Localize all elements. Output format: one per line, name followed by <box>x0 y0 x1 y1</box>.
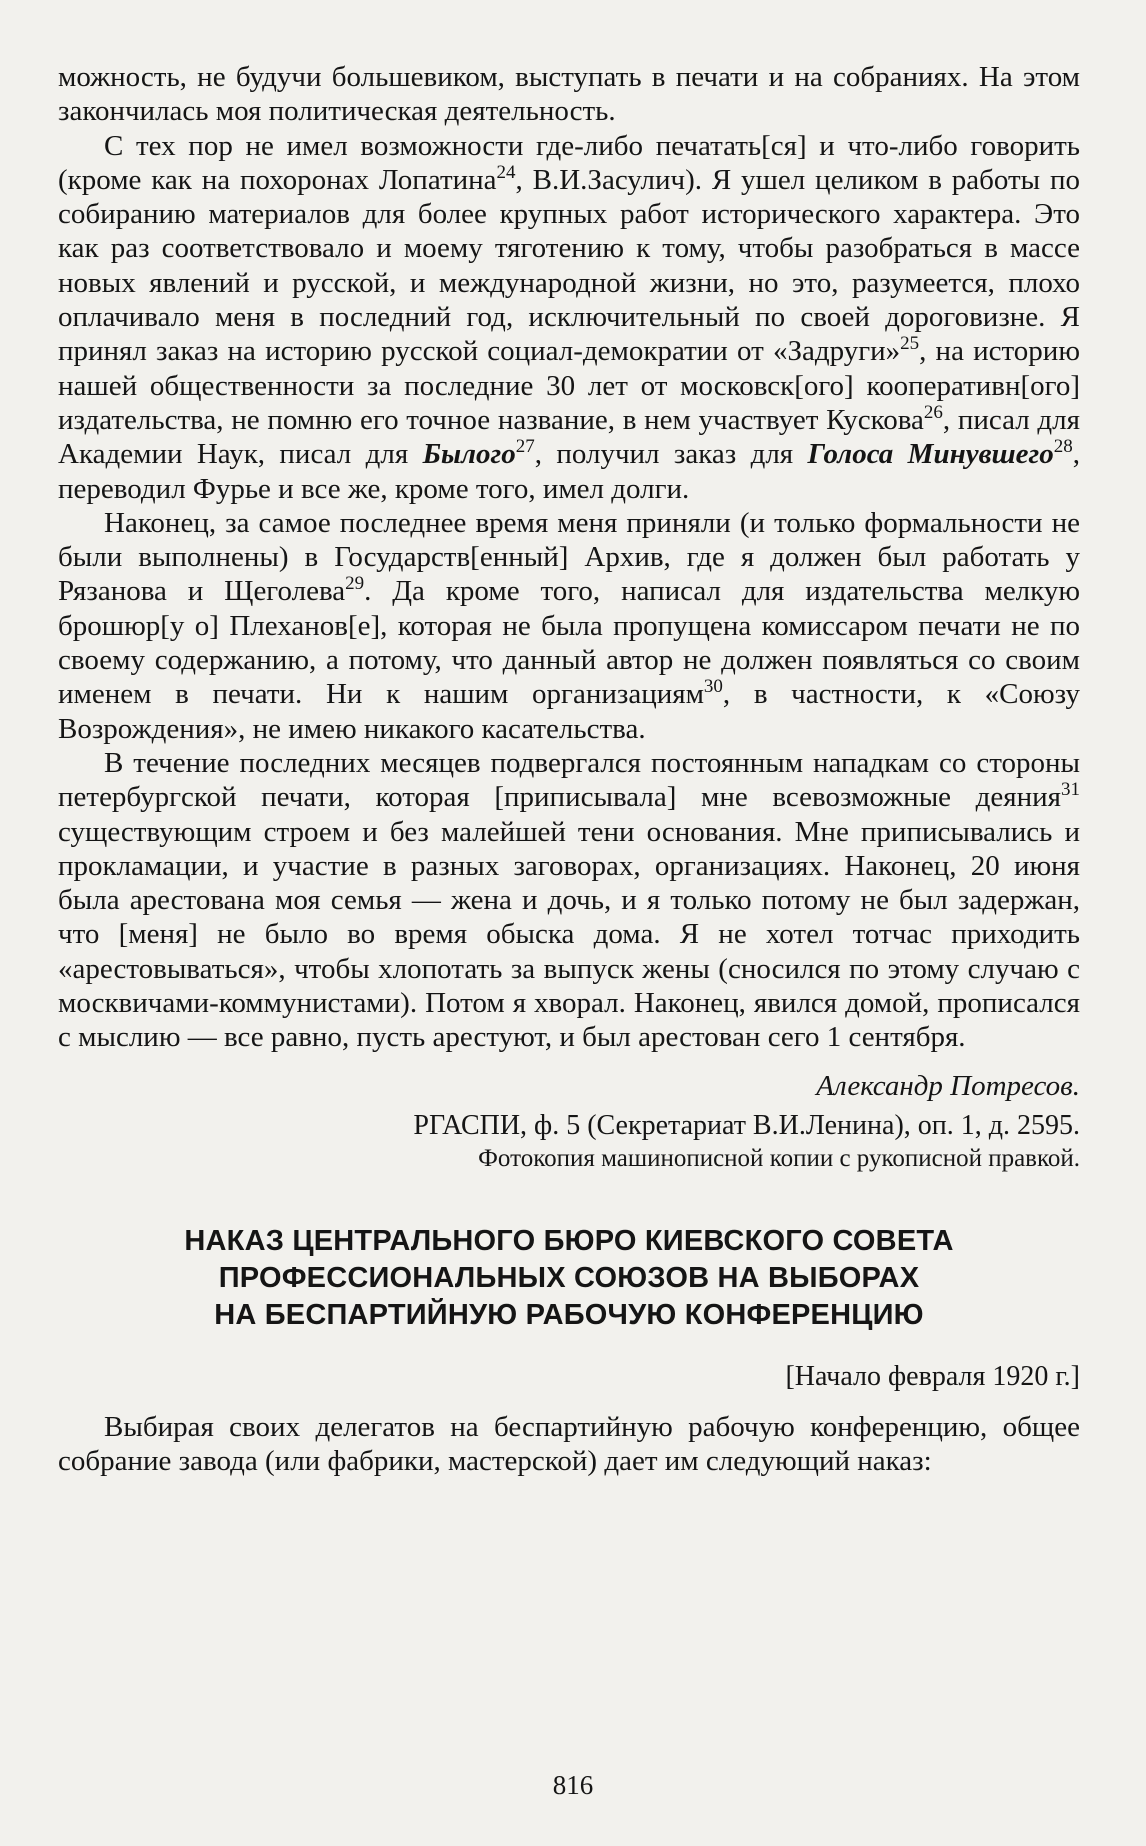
journal-title-golos-minuvshego: Голоса Минувшего <box>807 438 1054 471</box>
text-run: , на историю нашей общественности за последние 30 лет от московск[ого] кооперативн[ого] издательства, не помню его точное название, в нем участвует Кускова <box>58 335 1080 436</box>
footnote-ref-28: 28 <box>1053 436 1073 458</box>
source-note: Фотокопия машинописной копии с рукописной правкой. <box>478 1144 1080 1172</box>
paragraph-arrest <box>58 746 1080 1055</box>
footnote-ref-29: 29 <box>345 573 365 595</box>
heading-line: ПРОФЕССИОНАЛЬНЫХ СОЮЗОВ НА ВЫБОРАХ <box>218 1261 920 1294</box>
footnote-ref-25: 25 <box>900 333 920 355</box>
paragraph-mandate: Выбирая своих делегатов на беспартийную рабочую конференцию, общее собрание завода (или фабрики, мастерской) дает им следующий наказ: <box>58 1410 1080 1478</box>
signature: Александр Потресов. <box>816 1069 1080 1102</box>
text-run: , в частности, к «Союзу Возрождения», не имею никакого касательства. <box>58 678 1080 745</box>
text-run: С тех пор не имел возможности где-либо печатать[ся] и что-либо говорить (кроме как на похоронах Лопатина <box>58 129 1080 196</box>
text-run: В течение последних месяцев подвергался постоянным нападкам со стороны петербургской печати, которая [приписывала] мне всевозможные деяния <box>58 746 1080 814</box>
paragraph-continuation: можность, не будучи большевиком, выступать в печати и на собраниях. На этом закончилась моя политическая деятельность. <box>58 61 1080 128</box>
document-date: [Начало февраля 1920 г.] <box>785 1360 1080 1392</box>
paragraph-publications <box>58 129 1080 506</box>
text-run: , получил заказ для <box>534 438 808 471</box>
footnote-ref-24: 24 <box>496 161 516 183</box>
text-run: . Да кроме того, написал для издательства мелкую брошюр[у о] Плеханов[е], которая не была пропущена комиссаром печати не по своему содержанию, а потому, что данный автор не должен появляться со своим именем в печати. Ни к нашим организациям <box>58 575 1080 711</box>
text-run: существующим строем и без малейшей тени основания. Мне приписывались и прокламации, и участие в разных заговорах, организациях. Наконец, 20 июня была арестована моя семья — жена и дочь, и я только потому не был задержан, что [меня] не было во время обыска дома. Я не хотел тотчас приходить «арестовываться», чтобы хлопотать за выпуск жены (сносился по этому случаю с москвичами-коммунистами). Потом я хворал. Наконец, явился домой, прописался с мыслию — все равно, пусть арестуют, и был арестован сего 1 сентября. <box>58 815 1080 1054</box>
heading-line: НА БЕСПАРТИЙНУЮ РАБОЧУЮ КОНФЕРЕНЦИЮ <box>214 1298 924 1331</box>
footnote-ref-30: 30 <box>703 676 723 698</box>
text-run: , В.И.Засулич). Я ушел целиком в работы по собиранию материалов для более крупных работ исторического характера. Это как раз соответствовало и моему тяготению к тому, чтобы разобраться в массе новых явлений и русской, и международной жизни, но это, разумеется, плохо оплачивало меня в последний год, исключительный по своей дороговизне. Я принял заказ на историю русской социал-демократии от «Задруги» <box>58 163 1080 368</box>
section-heading <box>58 1223 1080 1334</box>
heading-line: НАКАЗ ЦЕНТРАЛЬНОГО БЮРО КИЕВСКОГО СОВЕТА <box>184 1224 954 1257</box>
footnote-ref-31: 31 <box>1061 779 1080 801</box>
text-run: , писал для Академии Наук, писал для <box>58 403 1080 471</box>
paragraph-archive <box>58 506 1080 746</box>
page-number: 816 <box>552 1770 594 1800</box>
footnote-ref-26: 26 <box>923 401 943 423</box>
source-archive: РГАСПИ, ф. 5 (Секретариат В.И.Ленина), оп. 1, д. 2595. <box>413 1109 1080 1141</box>
text-run: Наконец, за самое последнее время меня приняли (и только формальности не были выполнены) в Государств[енный] Архив, где я должен был работать у Рязанова и Щеголева <box>58 506 1080 608</box>
footnote-ref-27: 27 <box>515 436 535 458</box>
journal-title-bylogo: Былого <box>422 438 516 471</box>
text-run: , переводил Фурье и все же, кроме того, имел долги. <box>58 438 1081 505</box>
